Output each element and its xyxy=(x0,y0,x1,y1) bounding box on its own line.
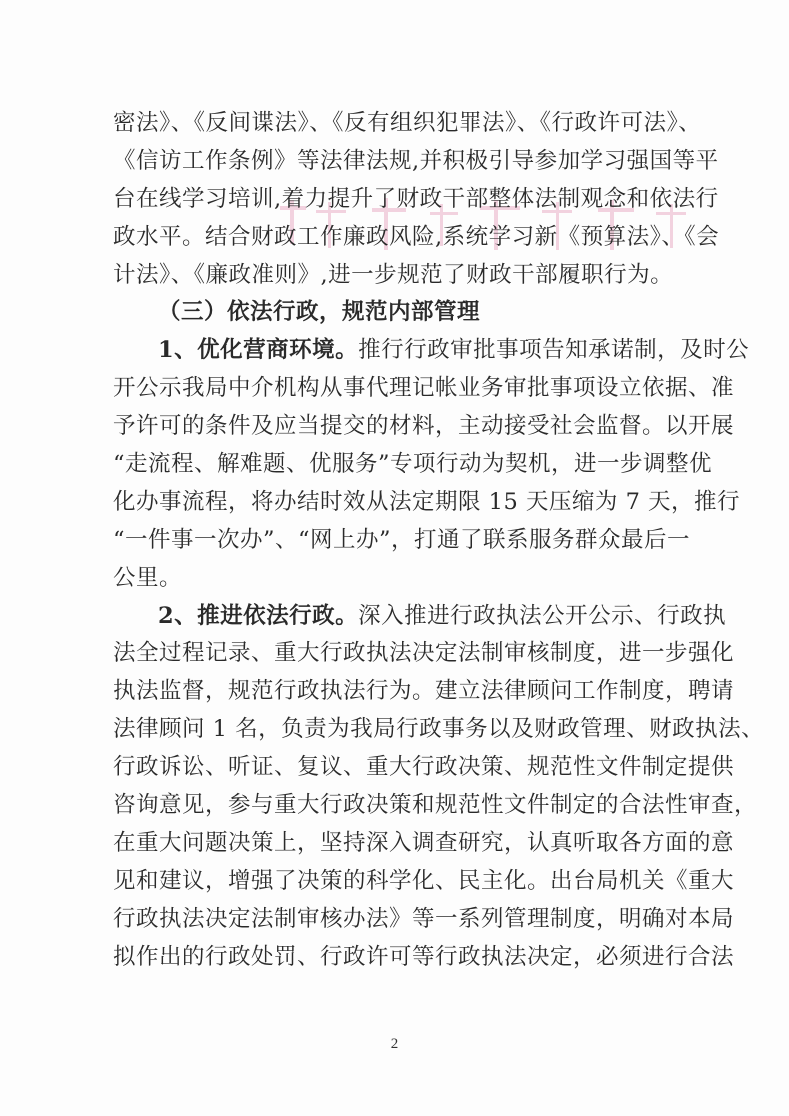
text-line: 咨询意见，参与重大行政决策和规范性文件制定的合法性审查， xyxy=(113,792,758,819)
text-line: 法全过程记录、重大行政执法决定法制审核制度，进一步强化 xyxy=(113,640,735,667)
text-line: 政水平。结合财政工作廉政风险,系统学习新《预算法》、《会 xyxy=(113,223,720,250)
text-line: 密法》、《反间谍法》、《反有组织犯罪法》、《行政许可法》、 xyxy=(113,110,702,136)
item-text: 深入推进行政执法公开公示、行政执 xyxy=(358,602,727,629)
text-line: 开公示我局中介机构从事代理记帐业务审批事项设立依据、准 xyxy=(113,375,735,402)
text-line: 行政执法决定法制审核办法》等一系列管理制度，明确对本局 xyxy=(113,905,735,932)
text-line: 行政诉讼、听证、复议、重大行政决策、规范性文件制定提供 xyxy=(113,754,735,781)
text-line: 在重大问题决策上，坚持深入调查研究，认真听取各方面的意 xyxy=(113,829,735,856)
item-first-line xyxy=(113,598,727,636)
section-heading: （三）依法行政，规范内部管理 xyxy=(158,299,481,326)
text-line: 法律顾问 1 名，负责为我局行政事务以及财政管理、财政执法、 xyxy=(113,716,765,743)
text-line: “一件事一次办”、“网上办”，打通了联系服务群众最后一 xyxy=(113,526,691,553)
text-line: 见和建议，增强了决策的科学化、民主化。出台局机关《重大 xyxy=(113,867,735,894)
text-line: 执法监督，规范行政执法行为。建立法律顾问工作制度，聘请 xyxy=(113,678,735,705)
text-line: 公里。 xyxy=(113,564,183,591)
text-line: 化办事流程，将办结时效从法定期限 15 天压缩为 7 天，推行 xyxy=(113,488,741,515)
item-first-line xyxy=(113,332,750,370)
item-title: 1、优化营商环境。 xyxy=(158,337,359,364)
text-line: 台在线学习培训,着力提升了财政干部整体法制观念和依法行 xyxy=(113,185,719,212)
text-line: “走流程、解难题、优服务”专项行动为契机，进一步调整优 xyxy=(113,451,713,478)
page-number: 2 xyxy=(390,1036,399,1052)
item-text: 推行行政审批事项告知承诺制，及时公 xyxy=(358,337,750,364)
text-line: 《信访工作条例》等法律法规,并积极引导参加学习强国等平 xyxy=(113,147,719,174)
item-title: 2、推进依法行政。 xyxy=(158,602,359,629)
text-line: 拟作出的行政处罚、行政许可等行政执法决定，必须进行合法 xyxy=(113,943,735,970)
text-line: 计法》、《廉政准则》,进一步规范了财政干部履职行为。 xyxy=(113,261,674,288)
text-line: 予许可的条件及应当提交的材料，主动接受社会监督。以开展 xyxy=(113,413,735,440)
document-body xyxy=(113,105,765,976)
